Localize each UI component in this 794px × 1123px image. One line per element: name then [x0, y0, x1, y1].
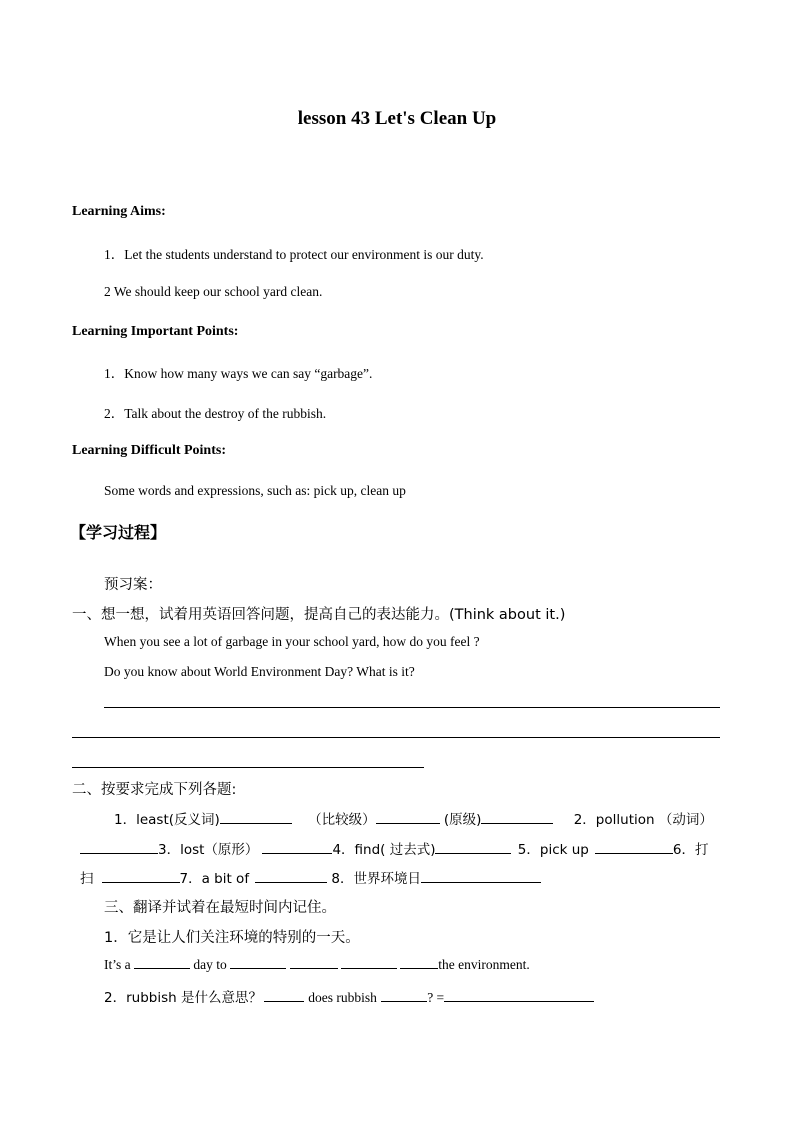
q3-s2-part-c: ? = [427, 990, 445, 1005]
question-1-line-2: Do you know about World Environment Day? What is it? [104, 664, 415, 679]
blank-word-1[interactable] [230, 967, 286, 969]
aim-item-1: 1．Let the students understand to protect our environment is our duty. [104, 247, 484, 262]
q3-s2-part-b: does rubbish [308, 990, 377, 1005]
important-points-heading: Learning Important Points: [72, 324, 239, 339]
q2-item-sweep-cont: 扫 [80, 871, 94, 887]
blank-base-form[interactable] [481, 822, 553, 824]
q2-item-find: 4．find( 过去式) [332, 842, 436, 858]
question-2-row-3 [80, 867, 541, 887]
q3-sentence-1-en [104, 957, 530, 973]
difficult-text: Some words and expressions, such as: pick up, clean up [104, 483, 406, 498]
process-heading: 【学习过程】 [70, 523, 167, 542]
question-1-label: 一、想一想，试着用英语回答问题，提高自己的表达能力。(Think about it.) [72, 607, 566, 623]
q2-item-pickup: 5．pick up [517, 842, 589, 858]
blank-lost-base[interactable] [262, 852, 332, 854]
q3-s1-part-b: day to [193, 957, 227, 972]
blank-meaning[interactable] [444, 1000, 594, 1002]
blank-find-past[interactable] [435, 852, 511, 854]
q2-item-lost: 3．lost（原形） [158, 842, 259, 858]
aim-item-2: 2 We should keep our school yard clean. [104, 284, 323, 299]
q3-sentence-2 [104, 986, 594, 1006]
q2-item-base: (原级) [443, 812, 482, 828]
q3-s1-part-c: the environment. [438, 957, 530, 972]
question-2-row-2 [80, 838, 708, 858]
question-2-row-1 [114, 808, 713, 828]
answer-line-3[interactable] [72, 767, 424, 768]
preview-label: 预习案： [104, 577, 162, 593]
q2-item-comparative: （比较级） [308, 812, 376, 828]
question-3-label: 三、翻译并试着在最短时间内记住。 [104, 900, 336, 916]
blank-world-env-day[interactable] [421, 881, 541, 883]
learning-aims-heading: Learning Aims: [72, 204, 166, 219]
blank-sweep[interactable] [102, 881, 180, 883]
blank-what[interactable] [264, 1000, 304, 1002]
q2-item-world-env-day: 8．世界环境日 [331, 871, 421, 887]
blank-word-3[interactable] [341, 967, 397, 969]
blank-special[interactable] [134, 967, 190, 969]
blank-pick-up[interactable] [595, 852, 673, 854]
blank-mean[interactable] [381, 1000, 427, 1002]
answer-line-1[interactable] [104, 707, 720, 708]
q2-item-sweep: 6．打 [672, 842, 709, 858]
q3-s2-part-a: 2．rubbish 是什么意思？ [104, 990, 262, 1006]
page-title: lesson 43 Let's Clean Up [297, 108, 497, 129]
blank-comparative[interactable] [376, 822, 440, 824]
answer-line-2[interactable] [72, 737, 720, 738]
difficult-points-heading: Learning Difficult Points: [72, 443, 226, 458]
q2-item-least: 1．least(反义词) [114, 812, 220, 828]
important-item-1: 1．Know how many ways we can say “garbage”. [104, 366, 373, 381]
blank-least-antonym[interactable] [220, 822, 292, 824]
q3-sentence-1-cn: 1．它是让人们关注环境的特别的一天。 [104, 930, 360, 946]
blank-pollution-verb[interactable] [80, 852, 158, 854]
blank-a-bit-of[interactable] [255, 881, 327, 883]
q2-item-pollution: 2．pollution （动词） [573, 812, 713, 828]
important-item-2: 2．Talk about the destroy of the rubbish. [104, 406, 327, 421]
blank-word-2[interactable] [290, 967, 338, 969]
q3-s1-part-a: It’s a [104, 957, 131, 972]
question-1-line-1: When you see a lot of garbage in your school yard, how do you feel ? [104, 634, 480, 649]
q2-item-a-bit-of: 7．a bit of [179, 871, 250, 887]
blank-word-4[interactable] [400, 967, 438, 969]
question-2-label: 二、按要求完成下列各题: [72, 782, 237, 798]
